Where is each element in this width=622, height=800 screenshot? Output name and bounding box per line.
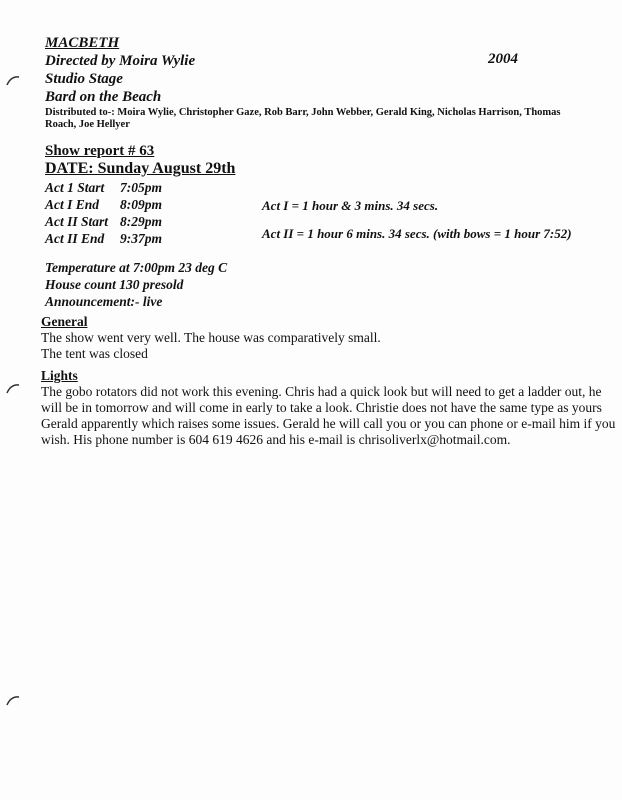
time-row — [45, 179, 162, 196]
act1-duration: Act I = 1 hour & 3 mins. 34 secs. — [262, 198, 439, 213]
show-report-number: Show report # 63 — [45, 143, 155, 159]
time-label: Act II End — [45, 231, 105, 246]
year: 2004 — [488, 51, 518, 67]
time-row — [45, 230, 162, 247]
punch-hole-mark — [5, 694, 21, 706]
distribution-list-cont: Roach, Joe Hellyer — [45, 119, 130, 130]
lights-heading: Lights — [41, 368, 78, 383]
general-line: The tent was closed — [41, 346, 148, 361]
distribution-list: Distributed to-: Moira Wylie, Christopher Gaze, Rob Barr, John Webber, Gerald King, Nicholas Harrison, Thomas — [45, 107, 561, 118]
report-date: DATE: Sunday August 29th — [45, 160, 236, 177]
announcement: Announcement:- live — [45, 294, 163, 309]
director: Directed by Moira Wylie — [45, 53, 196, 69]
general-line: The show went very well. The house was comparatively small. — [41, 330, 381, 345]
time-value: 8:09pm — [120, 197, 162, 212]
punch-hole-mark — [5, 74, 21, 86]
house-count: House count 130 presold — [45, 277, 184, 292]
time-value: 7:05pm — [120, 180, 162, 195]
lights-line: The gobo rotators did not work this evening. Chris had a quick look but will need to get a ladder out, he — [41, 384, 602, 399]
general-heading: General — [41, 314, 88, 329]
venue: Studio Stage — [45, 71, 123, 87]
play-title: MACBETH — [45, 35, 120, 51]
time-row — [45, 196, 162, 213]
time-label: Act I End — [45, 197, 100, 212]
time-row — [45, 213, 162, 230]
company: Bard on the Beach — [45, 89, 162, 105]
temperature: Temperature at 7:00pm 23 deg C — [45, 260, 228, 275]
time-value: 8:29pm — [120, 214, 162, 229]
punch-hole-mark — [5, 382, 21, 394]
time-label: Act 1 Start — [45, 180, 105, 195]
time-value: 9:37pm — [120, 231, 162, 246]
time-label: Act II Start — [45, 214, 109, 229]
lights-line: Gerald apparently which raises some issues. Gerald he will call you or you can phone or e-mail him if you — [41, 416, 616, 431]
act-times — [45, 179, 162, 247]
lights-line: will be in tomorrow and will come in early to take a look. Christie does not have the same type as yours — [41, 400, 602, 415]
lights-line: wish. His phone number is 604 619 4626 and his e-mail is chrisoliverlx@hotmail.com. — [41, 432, 511, 447]
act2-duration: Act II = 1 hour 6 mins. 34 secs. (with bows = 1 hour 7:52) — [262, 226, 572, 241]
